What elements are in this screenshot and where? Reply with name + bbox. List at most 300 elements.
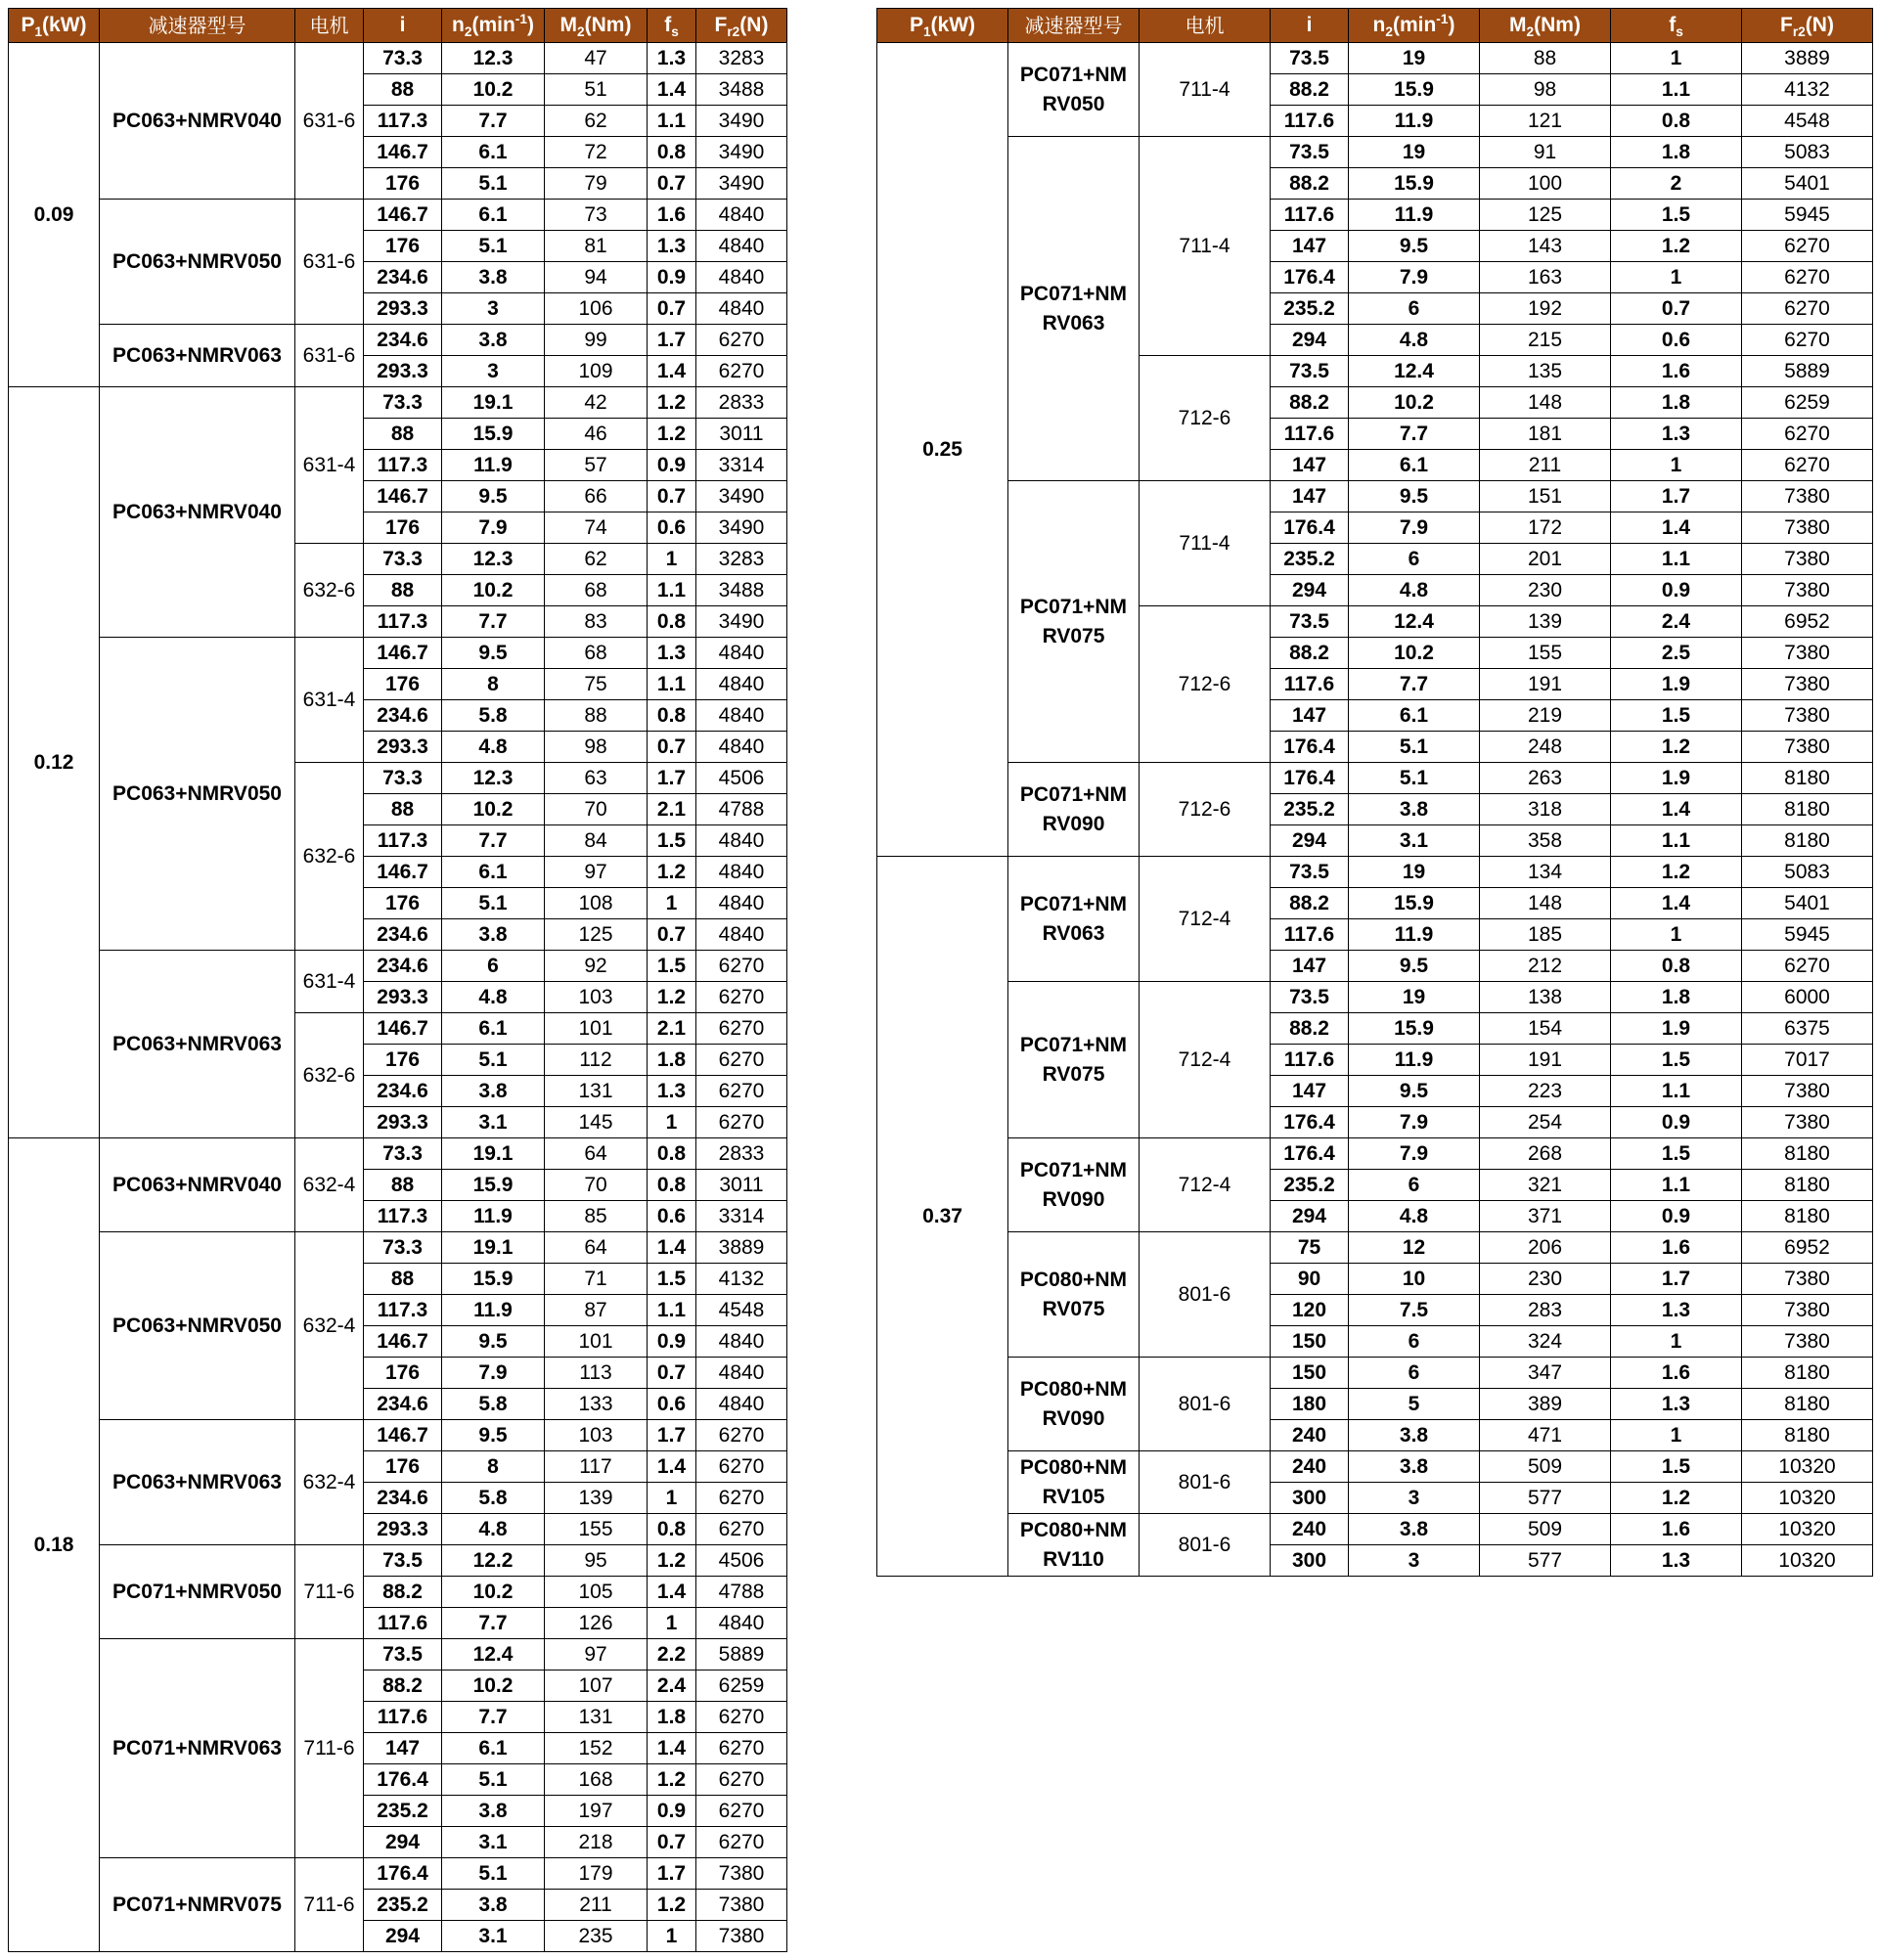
n2-cell: 15.9 bbox=[1349, 888, 1480, 919]
fs-cell: 1.2 bbox=[1611, 857, 1742, 888]
m2-cell: 235 bbox=[545, 1921, 648, 1952]
n2-cell: 11.9 bbox=[1349, 200, 1480, 231]
fs-cell: 2.1 bbox=[648, 1013, 696, 1045]
col-header-p1: $P_1(kW)$ bbox=[9, 9, 100, 43]
i-cell: 88 bbox=[364, 794, 442, 825]
fr2-cell: 4132 bbox=[696, 1264, 787, 1295]
fs-cell: 0.7 bbox=[648, 168, 696, 200]
fs-cell: 1 bbox=[1611, 43, 1742, 74]
fs-cell: 1.7 bbox=[1611, 1264, 1742, 1295]
i-cell: 147 bbox=[1271, 700, 1349, 732]
i-cell: 234.6 bbox=[364, 700, 442, 732]
n2-cell: 7.7 bbox=[442, 106, 545, 137]
fr2-cell: 3488 bbox=[696, 575, 787, 606]
m2-subscript: 2 bbox=[577, 24, 585, 40]
n2-cell: 5.1 bbox=[442, 168, 545, 200]
n2-cell: 9.5 bbox=[1349, 481, 1480, 512]
i-cell: 117.6 bbox=[1271, 919, 1349, 951]
fs-cell: 1.8 bbox=[648, 1702, 696, 1733]
m2-cell: 509 bbox=[1480, 1451, 1611, 1483]
i-cell: 235.2 bbox=[1271, 293, 1349, 325]
table-row bbox=[9, 638, 787, 669]
fr2-cell: 6270 bbox=[696, 1514, 787, 1545]
fs-cell: 1.8 bbox=[648, 1045, 696, 1076]
col-header-i: i bbox=[1271, 9, 1349, 43]
fs-cell: 1.6 bbox=[1611, 356, 1742, 387]
m2-cell: 47 bbox=[545, 43, 648, 74]
fr2-cell: 3283 bbox=[696, 43, 787, 74]
m2-cell: 211 bbox=[545, 1890, 648, 1921]
model-cell: PC063+NMRV040 bbox=[100, 387, 295, 638]
n2-cell: 11.9 bbox=[442, 1201, 545, 1232]
fs-cell: 1.3 bbox=[648, 43, 696, 74]
table-row bbox=[877, 137, 1873, 168]
n2-subscript: 2 bbox=[1385, 24, 1393, 40]
fs-cell: 1.4 bbox=[648, 1232, 696, 1264]
fr2-cell: 6270 bbox=[696, 1733, 787, 1764]
m2-cell: 152 bbox=[545, 1733, 648, 1764]
n2-cell: 10.2 bbox=[442, 74, 545, 106]
n2-cell: 3.8 bbox=[442, 1890, 545, 1921]
table-row bbox=[877, 1138, 1873, 1170]
n2-cell: 15.9 bbox=[1349, 1013, 1480, 1045]
fs-cell: 0.6 bbox=[648, 1389, 696, 1420]
n2-cell: 15.9 bbox=[442, 1264, 545, 1295]
i-cell: 73.3 bbox=[364, 544, 442, 575]
fr2-cell: 10320 bbox=[1742, 1514, 1873, 1545]
n2-cell: 15.9 bbox=[442, 1170, 545, 1201]
n2-cell: 11.9 bbox=[1349, 106, 1480, 137]
m2-cell: 283 bbox=[1480, 1295, 1611, 1326]
m2-cell: 99 bbox=[545, 325, 648, 356]
n2-cell: 6.1 bbox=[442, 1013, 545, 1045]
fs-subscript: s bbox=[671, 24, 679, 40]
i-cell: 146.7 bbox=[364, 857, 442, 888]
fs-cell: 1.4 bbox=[648, 1733, 696, 1764]
m2-cell: 101 bbox=[545, 1326, 648, 1358]
fs-cell: 2.2 bbox=[648, 1639, 696, 1670]
fr2-cell: 4506 bbox=[696, 763, 787, 794]
n2-cell: 3.1 bbox=[1349, 825, 1480, 857]
i-cell: 117.3 bbox=[364, 1201, 442, 1232]
fr2-cell: 6270 bbox=[696, 325, 787, 356]
i-cell: 234.6 bbox=[364, 262, 442, 293]
fs-cell: 1.8 bbox=[1611, 387, 1742, 419]
fr2-cell: 8180 bbox=[1742, 825, 1873, 857]
n2-cell: 6 bbox=[1349, 293, 1480, 325]
model-cell: PC071+NM RV075 bbox=[1008, 481, 1140, 763]
i-cell: 240 bbox=[1271, 1451, 1349, 1483]
fs-cell: 1.3 bbox=[1611, 419, 1742, 450]
m2-cell: 84 bbox=[545, 825, 648, 857]
n2-cell: 7.7 bbox=[442, 606, 545, 638]
fr2-cell: 8180 bbox=[1742, 763, 1873, 794]
fr2-cell: 6270 bbox=[1742, 262, 1873, 293]
m2-cell: 106 bbox=[545, 293, 648, 325]
m2-cell: 268 bbox=[1480, 1138, 1611, 1170]
n2-cell: 6.1 bbox=[442, 200, 545, 231]
m2-cell: 66 bbox=[545, 481, 648, 512]
left-spec-table bbox=[8, 8, 787, 1952]
i-cell: 234.6 bbox=[364, 951, 442, 982]
i-cell: 147 bbox=[1271, 450, 1349, 481]
fs-cell: 1.4 bbox=[1611, 512, 1742, 544]
fs-cell: 1 bbox=[648, 1608, 696, 1639]
m2-cell: 223 bbox=[1480, 1076, 1611, 1107]
model-cell: PC063+NMRV050 bbox=[100, 1232, 295, 1420]
m2-cell: 103 bbox=[545, 982, 648, 1013]
table-row bbox=[877, 1451, 1873, 1483]
fs-cell: 0.7 bbox=[648, 293, 696, 325]
m2-cell: 70 bbox=[545, 1170, 648, 1201]
fs-cell: 1.1 bbox=[1611, 1170, 1742, 1201]
fs-cell: 1.5 bbox=[1611, 700, 1742, 732]
i-cell: 88.2 bbox=[1271, 1013, 1349, 1045]
model-cell: PC063+NMRV063 bbox=[100, 951, 295, 1138]
n2-cell: 11.9 bbox=[442, 450, 545, 481]
motor-cell: 711-4 bbox=[1140, 481, 1271, 606]
model-cell: PC071+NM RV063 bbox=[1008, 857, 1140, 982]
m2-cell: 192 bbox=[1480, 293, 1611, 325]
i-cell: 293.3 bbox=[364, 982, 442, 1013]
i-cell: 88.2 bbox=[1271, 638, 1349, 669]
m2-cell: 64 bbox=[545, 1138, 648, 1170]
n2-cell: 9.5 bbox=[442, 1326, 545, 1358]
i-cell: 117.6 bbox=[1271, 669, 1349, 700]
n2-cell: 5.1 bbox=[442, 888, 545, 919]
n2-cell: 12.4 bbox=[1349, 356, 1480, 387]
i-cell: 235.2 bbox=[1271, 1170, 1349, 1201]
motor-cell: 712-6 bbox=[1140, 763, 1271, 857]
fr2-cell: 5401 bbox=[1742, 888, 1873, 919]
m2-cell: 72 bbox=[545, 137, 648, 168]
n2-cell: 9.5 bbox=[442, 481, 545, 512]
fs-cell: 1.1 bbox=[1611, 1076, 1742, 1107]
fr2-cell: 4840 bbox=[696, 638, 787, 669]
fr2-cell: 6270 bbox=[696, 1827, 787, 1858]
i-cell: 176.4 bbox=[1271, 732, 1349, 763]
fs-cell: 1.2 bbox=[648, 982, 696, 1013]
n2-cell: 7.9 bbox=[1349, 1107, 1480, 1138]
n2-cell: 7.9 bbox=[1349, 262, 1480, 293]
power-cell: 0.09 bbox=[9, 43, 100, 387]
m2-cell: 133 bbox=[545, 1389, 648, 1420]
fs-cell: 1.4 bbox=[648, 1451, 696, 1483]
fr2-cell: 4788 bbox=[696, 1577, 787, 1608]
motor-cell: 712-4 bbox=[1140, 982, 1271, 1138]
col-header-i: i bbox=[364, 9, 442, 43]
m2-cell: 358 bbox=[1480, 825, 1611, 857]
fs-cell: 1 bbox=[1611, 1420, 1742, 1451]
n2-cell: 12.3 bbox=[442, 763, 545, 794]
n2-cell: 7.9 bbox=[442, 1358, 545, 1389]
fr2-cell: 4840 bbox=[696, 888, 787, 919]
fs-cell: 0.7 bbox=[648, 919, 696, 951]
fr2-cell: 3490 bbox=[696, 512, 787, 544]
m2-cell: 88 bbox=[545, 700, 648, 732]
i-cell: 176 bbox=[364, 231, 442, 262]
i-cell: 235.2 bbox=[364, 1890, 442, 1921]
col-header-n2: $n_2(\min^{-1})$ bbox=[1349, 9, 1480, 43]
m2-cell: 117 bbox=[545, 1451, 648, 1483]
i-cell: 293.3 bbox=[364, 1107, 442, 1138]
fs-cell: 2.4 bbox=[1611, 606, 1742, 638]
power-cell: 0.25 bbox=[877, 43, 1008, 857]
model-cell: PC063+NMRV040 bbox=[100, 43, 295, 200]
fr2-cell: 6270 bbox=[696, 1013, 787, 1045]
fr2-cell: 7380 bbox=[696, 1921, 787, 1952]
motor-cell: 711-4 bbox=[1140, 137, 1271, 356]
fs-cell: 1.3 bbox=[1611, 1295, 1742, 1326]
model-cell: PC080+NM RV110 bbox=[1008, 1514, 1140, 1577]
n2-cell: 5.8 bbox=[442, 700, 545, 732]
n2-cell: 3.8 bbox=[442, 919, 545, 951]
fr2-cell: 4840 bbox=[696, 1608, 787, 1639]
m2-cell: 371 bbox=[1480, 1201, 1611, 1232]
fs-cell: 0.8 bbox=[1611, 951, 1742, 982]
i-cell: 146.7 bbox=[364, 1420, 442, 1451]
m2-cell: 248 bbox=[1480, 732, 1611, 763]
m2-cell: 135 bbox=[1480, 356, 1611, 387]
motor-cell: 632-4 bbox=[295, 1420, 364, 1545]
m2-cell: 68 bbox=[545, 638, 648, 669]
i-cell: 234.6 bbox=[364, 1389, 442, 1420]
fr2-cell: 4840 bbox=[696, 825, 787, 857]
n2-cell: 19 bbox=[1349, 137, 1480, 168]
right-spec-table bbox=[876, 8, 1873, 1577]
fr2-cell: 10320 bbox=[1742, 1451, 1873, 1483]
n2-cell: 7.7 bbox=[1349, 669, 1480, 700]
i-cell: 300 bbox=[1271, 1483, 1349, 1514]
m2-cell: 139 bbox=[545, 1483, 648, 1514]
col-header-fs: $f_s$ bbox=[1611, 9, 1742, 43]
i-cell: 294 bbox=[364, 1921, 442, 1952]
n2-cell: 11.9 bbox=[1349, 919, 1480, 951]
fr2-cell: 6952 bbox=[1742, 1232, 1873, 1264]
m2-cell: 79 bbox=[545, 168, 648, 200]
i-cell: 147 bbox=[364, 1733, 442, 1764]
table-row bbox=[9, 325, 787, 356]
n2-cell: 4.8 bbox=[1349, 1201, 1480, 1232]
fs-cell: 1.2 bbox=[648, 1890, 696, 1921]
fr2-cell: 7380 bbox=[1742, 481, 1873, 512]
fr2-cell: 8180 bbox=[1742, 1420, 1873, 1451]
fr2-cell: 5889 bbox=[1742, 356, 1873, 387]
fs-cell: 1 bbox=[648, 1483, 696, 1514]
fs-cell: 1.2 bbox=[1611, 231, 1742, 262]
col-header-n2: $n_2(\min^{-1})$ bbox=[442, 9, 545, 43]
i-cell: 240 bbox=[1271, 1420, 1349, 1451]
fs-cell: 1.4 bbox=[1611, 888, 1742, 919]
table-row bbox=[877, 982, 1873, 1013]
m2-cell: 254 bbox=[1480, 1107, 1611, 1138]
i-cell: 88.2 bbox=[1271, 168, 1349, 200]
i-cell: 73.5 bbox=[1271, 857, 1349, 888]
table-row bbox=[877, 1358, 1873, 1389]
col-header-motor: 电机 bbox=[1140, 9, 1271, 43]
fr2-cell: 6270 bbox=[696, 1483, 787, 1514]
n2-cell: 3.1 bbox=[442, 1827, 545, 1858]
i-cell: 176.4 bbox=[364, 1764, 442, 1796]
fs-cell: 2.4 bbox=[648, 1670, 696, 1702]
m2-cell: 347 bbox=[1480, 1358, 1611, 1389]
fr2-cell: 5083 bbox=[1742, 137, 1873, 168]
n2-cell: 6.1 bbox=[442, 857, 545, 888]
model-cell: PC063+NMRV050 bbox=[100, 200, 295, 325]
fr2-cell: 7380 bbox=[1742, 638, 1873, 669]
fr2-cell: 6270 bbox=[1742, 419, 1873, 450]
fr2-cell: 3490 bbox=[696, 606, 787, 638]
i-cell: 176.4 bbox=[1271, 1138, 1349, 1170]
left-table-body bbox=[9, 43, 787, 1952]
n2-cell: 8 bbox=[442, 669, 545, 700]
table-row bbox=[877, 43, 1873, 74]
fr2-cell: 3011 bbox=[696, 1170, 787, 1201]
motor-cell: 711-6 bbox=[295, 1639, 364, 1858]
model-cell: PC080+NM RV090 bbox=[1008, 1358, 1140, 1451]
fs-cell: 1.5 bbox=[648, 951, 696, 982]
fr2-cell: 6270 bbox=[696, 1420, 787, 1451]
fr2-cell: 6270 bbox=[1742, 231, 1873, 262]
n2-cell: 12.2 bbox=[442, 1545, 545, 1577]
fr2-cell: 6270 bbox=[696, 1796, 787, 1827]
n2-cell: 4.8 bbox=[442, 732, 545, 763]
n2-cell: 11.9 bbox=[442, 1295, 545, 1326]
fs-cell: 1.3 bbox=[1611, 1545, 1742, 1577]
m2-cell: 73 bbox=[545, 200, 648, 231]
m2-cell: 230 bbox=[1480, 575, 1611, 606]
fs-cell: 1.1 bbox=[648, 669, 696, 700]
n2-cell: 3.8 bbox=[442, 262, 545, 293]
motor-cell: 801-6 bbox=[1140, 1514, 1271, 1577]
m2-cell: 179 bbox=[545, 1858, 648, 1890]
m2-cell: 185 bbox=[1480, 919, 1611, 951]
i-cell: 147 bbox=[1271, 1076, 1349, 1107]
m2-cell: 148 bbox=[1480, 888, 1611, 919]
i-cell: 146.7 bbox=[364, 638, 442, 669]
fr2-subscript: r2 bbox=[1792, 24, 1806, 40]
col-header-motor: 电机 bbox=[295, 9, 364, 43]
i-cell: 88 bbox=[364, 1264, 442, 1295]
n2-cell: 3.8 bbox=[1349, 1420, 1480, 1451]
i-cell: 235.2 bbox=[1271, 794, 1349, 825]
model-cell: PC071+NM RV090 bbox=[1008, 763, 1140, 857]
m2-cell: 324 bbox=[1480, 1326, 1611, 1358]
fs-cell: 0.8 bbox=[648, 700, 696, 732]
motor-cell: 711-6 bbox=[295, 1545, 364, 1639]
i-cell: 176 bbox=[364, 1451, 442, 1483]
model-cell: PC071+NM RV050 bbox=[1008, 43, 1140, 137]
fr2-cell: 5945 bbox=[1742, 200, 1873, 231]
n2-cell: 10 bbox=[1349, 1264, 1480, 1295]
fs-cell: 1 bbox=[1611, 450, 1742, 481]
motor-cell: 711-4 bbox=[1140, 43, 1271, 137]
fr2-cell: 7380 bbox=[1742, 1326, 1873, 1358]
m2-cell: 163 bbox=[1480, 262, 1611, 293]
model-cell: PC071+NM RV075 bbox=[1008, 982, 1140, 1138]
fr2-cell: 4548 bbox=[696, 1295, 787, 1326]
n2-superscript: -1 bbox=[514, 12, 527, 26]
m2-cell: 318 bbox=[1480, 794, 1611, 825]
n2-cell: 6 bbox=[1349, 1170, 1480, 1201]
fr2-cell: 8180 bbox=[1742, 1358, 1873, 1389]
fs-cell: 0.6 bbox=[1611, 325, 1742, 356]
fs-cell: 1.6 bbox=[1611, 1232, 1742, 1264]
i-cell: 117.6 bbox=[1271, 1045, 1349, 1076]
i-cell: 150 bbox=[1271, 1358, 1349, 1389]
fr2-cell: 8180 bbox=[1742, 1201, 1873, 1232]
fs-cell: 1 bbox=[1611, 1326, 1742, 1358]
n2-cell: 19 bbox=[1349, 982, 1480, 1013]
fs-cell: 1.1 bbox=[1611, 825, 1742, 857]
model-cell: PC071+NMRV075 bbox=[100, 1858, 295, 1952]
n2-cell: 5.1 bbox=[1349, 732, 1480, 763]
fs-cell: 0.9 bbox=[1611, 575, 1742, 606]
fs-cell: 0.7 bbox=[1611, 293, 1742, 325]
n2-cell: 9.5 bbox=[1349, 951, 1480, 982]
fr2-cell: 6270 bbox=[1742, 450, 1873, 481]
fs-cell: 0.7 bbox=[648, 732, 696, 763]
i-cell: 73.3 bbox=[364, 43, 442, 74]
m2-cell: 143 bbox=[1480, 231, 1611, 262]
fr2-cell: 6259 bbox=[1742, 387, 1873, 419]
m2-cell: 218 bbox=[545, 1827, 648, 1858]
fr2-cell: 6270 bbox=[696, 1045, 787, 1076]
i-cell: 146.7 bbox=[364, 200, 442, 231]
fr2-cell: 6375 bbox=[1742, 1013, 1873, 1045]
m2-cell: 105 bbox=[545, 1577, 648, 1608]
n2-cell: 7.7 bbox=[442, 825, 545, 857]
fr2-cell: 2833 bbox=[696, 387, 787, 419]
motor-cell: 711-6 bbox=[295, 1858, 364, 1952]
i-cell: 294 bbox=[364, 1827, 442, 1858]
fs-cell: 1.4 bbox=[648, 356, 696, 387]
m2-cell: 75 bbox=[545, 669, 648, 700]
m2-cell: 98 bbox=[545, 732, 648, 763]
n2-cell: 3.8 bbox=[1349, 1451, 1480, 1483]
i-cell: 117.6 bbox=[1271, 106, 1349, 137]
m2-cell: 81 bbox=[545, 231, 648, 262]
fs-cell: 2 bbox=[1611, 168, 1742, 200]
fr2-cell: 3283 bbox=[696, 544, 787, 575]
i-cell: 73.5 bbox=[364, 1639, 442, 1670]
fr2-cell: 8180 bbox=[1742, 1138, 1873, 1170]
motor-cell: 801-6 bbox=[1140, 1232, 1271, 1358]
fr2-cell: 3889 bbox=[696, 1232, 787, 1264]
n2-cell: 5.8 bbox=[442, 1483, 545, 1514]
model-cell: PC071+NM RV063 bbox=[1008, 137, 1140, 481]
fr2-cell: 6270 bbox=[696, 1107, 787, 1138]
fr2-cell: 6270 bbox=[696, 982, 787, 1013]
m2-cell: 131 bbox=[545, 1702, 648, 1733]
m2-cell: 321 bbox=[1480, 1170, 1611, 1201]
i-cell: 176.4 bbox=[1271, 512, 1349, 544]
fs-cell: 2.1 bbox=[648, 794, 696, 825]
n2-cell: 6.1 bbox=[442, 1733, 545, 1764]
m2-cell: 471 bbox=[1480, 1420, 1611, 1451]
n2-cell: 19.1 bbox=[442, 1138, 545, 1170]
m2-cell: 109 bbox=[545, 356, 648, 387]
fs-cell: 1.1 bbox=[1611, 74, 1742, 106]
n2-cell: 19.1 bbox=[442, 387, 545, 419]
m2-cell: 108 bbox=[545, 888, 648, 919]
motor-cell: 712-4 bbox=[1140, 1138, 1271, 1232]
m2-cell: 125 bbox=[545, 919, 648, 951]
n2-cell: 6.1 bbox=[1349, 450, 1480, 481]
fs-cell: 1 bbox=[648, 1107, 696, 1138]
fs-cell: 1.1 bbox=[648, 106, 696, 137]
n2-cell: 7.9 bbox=[1349, 1138, 1480, 1170]
